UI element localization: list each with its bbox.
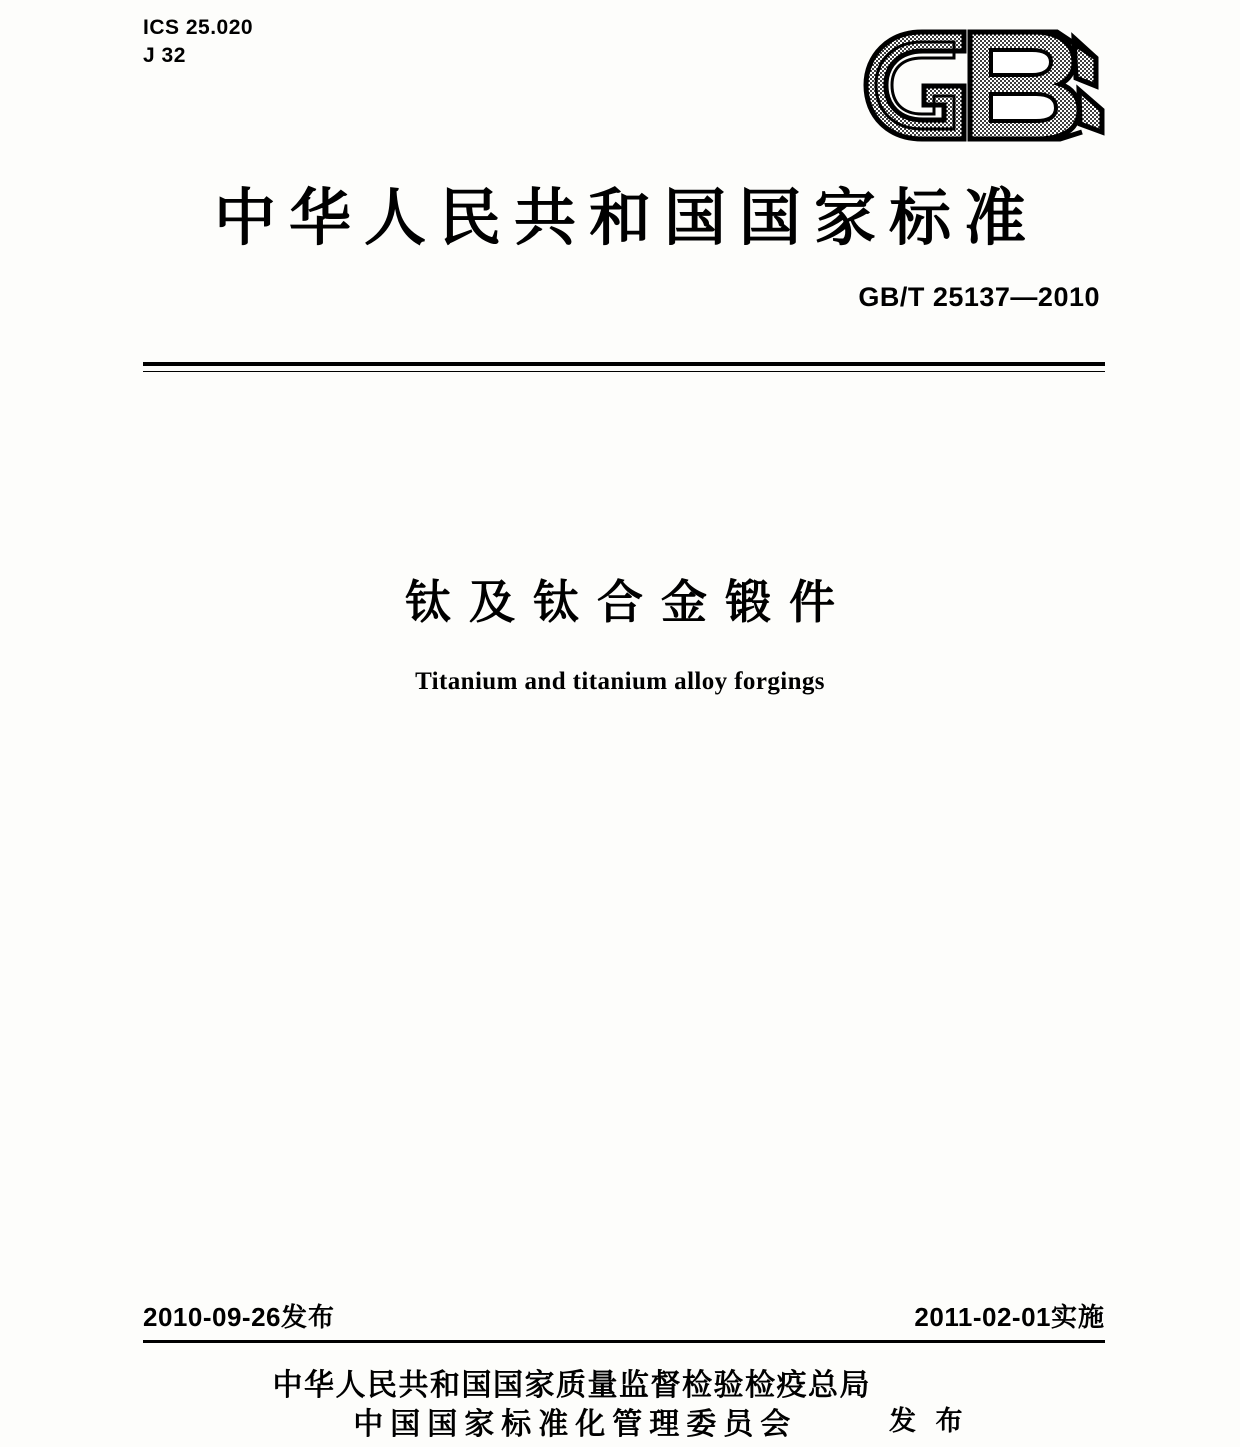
issue-date: 2010-09-26 xyxy=(143,1302,281,1332)
ccs-code: J 32 xyxy=(143,44,186,68)
ics-code: ICS 25.020 xyxy=(143,16,254,39)
issue-date-block xyxy=(143,1297,335,1334)
standard-number: GB/T 25137—2010 xyxy=(858,282,1100,312)
gb-logo-icon xyxy=(860,28,1110,143)
footer-rule xyxy=(143,1340,1105,1343)
effective-label: 实施 xyxy=(1050,1303,1105,1333)
page-title: 钛及钛合金锻件 xyxy=(405,575,853,629)
header-rule-thick xyxy=(143,362,1105,366)
classification-block xyxy=(143,14,253,71)
publisher-names xyxy=(273,1366,872,1444)
publisher-line-1: 中华人民共和国国家质量监督检验检疫总局 xyxy=(272,1368,872,1403)
page-subtitle-english: Titanium and titanium alloy forgings xyxy=(415,668,825,695)
effective-date-block xyxy=(914,1297,1105,1334)
header-rule-thin xyxy=(143,371,1105,372)
publisher-block xyxy=(0,1366,1240,1444)
publisher-action-label: 发 布 xyxy=(889,1405,968,1437)
publisher-line-2: 中国国家标准化管理委员会 xyxy=(353,1407,798,1442)
effective-date: 2011-02-01 xyxy=(914,1302,1051,1332)
issue-label: 发布 xyxy=(281,1303,336,1333)
national-standard-banner: 中华人民共和国国家标准 xyxy=(213,181,1039,254)
